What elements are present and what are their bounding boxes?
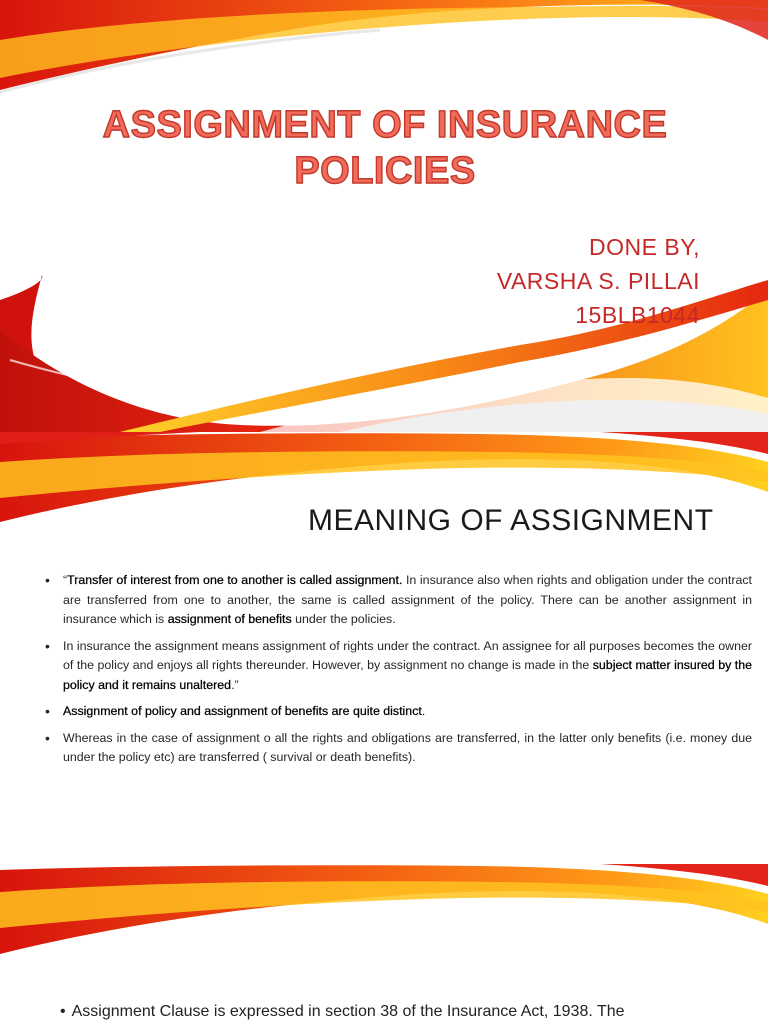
bullet-item bbox=[45, 702, 752, 722]
bullet-dot: • bbox=[45, 572, 50, 588]
slide-heading: MEANING OF ASSIGNMENT bbox=[308, 504, 714, 537]
bullet-dot: • bbox=[45, 729, 50, 746]
emphasized-text: assignment of benefits bbox=[167, 612, 292, 626]
bullet-item bbox=[45, 571, 752, 630]
emphasized-text: Assignment of policy and assignment of benefits are quite distinct bbox=[63, 704, 422, 718]
emphasized-text: Transfer of interest from one to another is called assignment. bbox=[67, 573, 403, 587]
emphasized-text: subject matter insured by the policy and it remains unaltered bbox=[63, 658, 752, 692]
decorative-swoosh-top bbox=[0, 0, 768, 432]
clause-text bbox=[60, 1001, 740, 1023]
author-id: 15BLB1044 bbox=[575, 302, 700, 328]
bullet-dot: • bbox=[45, 703, 50, 719]
slide-meaning bbox=[0, 432, 768, 864]
done-by-label: DONE BY, bbox=[589, 234, 700, 260]
bullet-text: . bbox=[421, 704, 426, 718]
bullet-text: “ bbox=[63, 573, 68, 587]
bullet-text: under the policies. bbox=[291, 612, 396, 626]
author-byline bbox=[497, 230, 700, 332]
slide-title bbox=[0, 0, 768, 432]
bullet-text: .” bbox=[231, 677, 239, 692]
bullet-item bbox=[45, 729, 752, 768]
clause-line: Assignment Clause is expressed in section 38 of the Insurance Act, 1938. The bbox=[71, 1003, 625, 1020]
bullet-dot: • bbox=[60, 1003, 66, 1020]
decorative-swoosh-header bbox=[0, 864, 768, 964]
bullet-item bbox=[45, 637, 752, 696]
bullet-text: Whereas in the case of assignment o all the rights and obligations are transferred, in the latter only benefits (i.e. money due under the policy etc) are transferred ( survival or death benefits). bbox=[63, 730, 752, 764]
bullet-text: In insurance also when rights and obligation under the contract are transferred from one to another, the same is called assignment of the policy. There can be another assignment in insurance which is bbox=[63, 573, 752, 626]
bullet-dot: • bbox=[45, 637, 50, 654]
bullet-text: In insurance the assignment means assignment of rights under the contract. An assignee for all purposes becomes the owner of the policy and enjoys all rights thereunder. However, by assignment no change is made in the bbox=[63, 638, 752, 672]
slide-assignment-clause bbox=[0, 864, 768, 1024]
presentation-title: ASSIGNMENT OF INSURANCE POLICIES bbox=[102, 104, 668, 192]
bullet-list bbox=[45, 571, 752, 775]
author-name: VARSHA S. PILLAI bbox=[496, 268, 700, 294]
